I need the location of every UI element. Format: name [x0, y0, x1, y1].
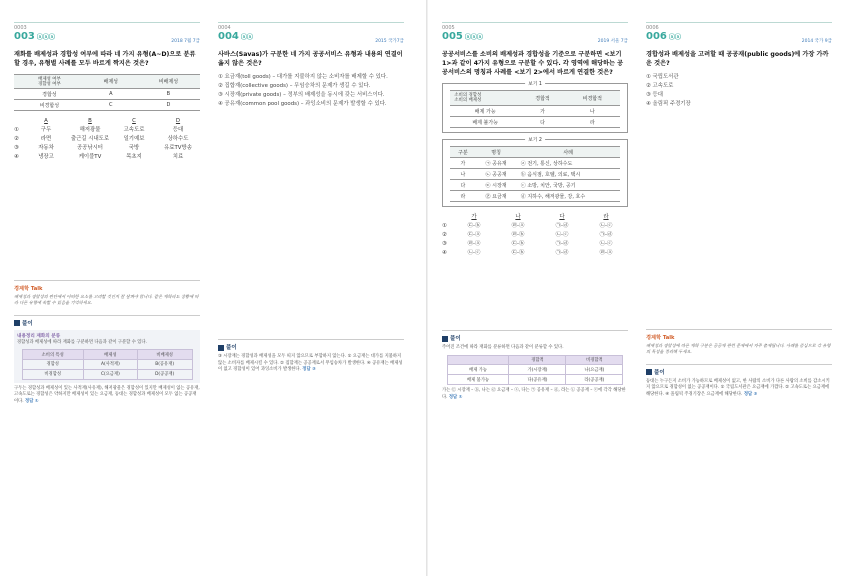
answer-label: 정답 ③ — [302, 367, 316, 373]
question-text: 재화를 배제성과 경합성 여부에 따라 네 가지 유형(A~D)으로 분류할 경우, 유형별 사례를 모두 바르게 짝지은 것은? — [14, 51, 196, 67]
question-code: 0005 — [442, 25, 455, 31]
answer-label: 정답 ③ — [743, 391, 758, 397]
answer-options[interactable] — [14, 117, 200, 162]
option-2[interactable]: ② ㉢-ⓐ ㉣-ⓑ ㉡-ⓒ ㉠-ⓓ — [442, 232, 613, 238]
answer-options[interactable] — [442, 213, 628, 258]
difficulty-icon: ⓐⓐⓐ — [464, 34, 483, 41]
option-1[interactable]: ① ㉢-ⓑ ㉣-ⓐ ㉠-ⓓ ㉡-ⓒ — [442, 223, 613, 229]
example-table-1: 소비의 경합성 소비의 배제성 경합적 비경합적 배제 가능 가 나 배제 불가능 다 라 — [450, 90, 619, 128]
choice-1[interactable]: ① 국립도서관 — [646, 74, 679, 80]
talk-body: 배제성과 경합성에 따른 재화 구분은 공공재 관련 문제에서 자주 출제됩니다. 사례를 중심으로 각 유형의 특성을 정리해 두세요. — [646, 343, 831, 355]
choice-1[interactable]: ① 요금재(toll goods) – 대가를 지불하지 않는 소비자를 배제할 수 있다. — [218, 74, 388, 80]
explanation-title: 풀이 — [218, 339, 404, 351]
explanation-body: ③ 시장재는 경합성과 배제성을 모두 띠지 않으므로 부합하지 않는다. ① 요금재는 대가를 지불하지 않는 소비자를 배제시킬 수 있다. ② 집합재는 공공재로서 무임승차가 발생한다. ④ 공유재는 배제성이 없고 경합성이 있어 과잉소비가 발생한다. 정답 ③ — [218, 354, 403, 373]
choice-4[interactable]: ④ 공유재(common pool goods) – 과잉소비의 문제가 발생할 수 있다. — [218, 101, 387, 107]
talk-title: 경제학 Talk — [646, 335, 675, 341]
question-number: 003 ⓐⓐⓐ — [14, 31, 55, 42]
option-1[interactable]: ① 구두 해저광물 고속도로 등대 — [14, 127, 184, 133]
choice-3[interactable]: ③ 등대 — [646, 92, 663, 98]
explanation-title: 풀이 — [646, 364, 832, 376]
options-header: A B C D — [44, 118, 181, 124]
question-code: 0003 — [14, 25, 27, 31]
difficulty-icon: ⓐⓐ — [240, 34, 253, 41]
example-box-1: 보기 1 소비의 경합성 소비의 배제성 경합적 비경합적 배제 가능 가 나 배제 불가능 다 라 — [442, 83, 628, 133]
choice-4[interactable]: ④ 올림픽 주경기장 — [646, 101, 691, 107]
question-source: 2018 7월 7급 — [171, 39, 200, 44]
talk-body: 배제성과 경합성의 판단에서 어떠한 요소를 고려할 것인지 잘 살펴야 합니다. 같은 재화라도 상황에 따라 다른 유형에 속할 수 있음을 기억하세요. — [14, 294, 199, 306]
option-2[interactable]: ② 라면 출근길 시내도로 일기예보 상하수도 — [14, 136, 189, 142]
difficulty-icon: ⓐⓐⓐ — [36, 34, 55, 41]
question-text: 경합성과 배제성을 고려할 때 공공재(public goods)에 가장 가까운 것은? — [646, 51, 829, 67]
right-page — [428, 0, 856, 576]
summary-table: 소비의 특성 배제성 비배제성 경합성 A(사적재) B(공유재) 비경합성 C(요금재) D(공공재) — [22, 349, 193, 379]
question-source: 2015 국가7급 — [375, 39, 404, 44]
explanation-title: 풀이 — [14, 315, 200, 327]
answer-choices[interactable] — [646, 73, 832, 109]
question-number: 004 ⓐⓐ — [218, 31, 253, 42]
question-number: 005 ⓐⓐⓐ — [442, 31, 483, 42]
explanation-desc: 주어진 조건에 따라 재화를 분류하면 다음과 같이 분류할 수 있다. — [442, 345, 564, 350]
explanation-table: 경합적 비경합적 배제 가능 가(시장재) 나(요금재) 배제 불가능 다(공유재) 라(공공재) — [447, 355, 624, 385]
explanation-body: 가는 ㉢ 시장재 – ⓑ, 나는 ㉣ 요금재 – ⓐ, 다는 ㉠ 공유재 – ⓓ, 라는 ㉡ 공공재 – ⓒ에 각각 해당한다. 정답 ① — [442, 387, 626, 400]
question-source: 2019 서울 7급 — [597, 39, 628, 44]
options-header: 가 나 다 라 — [471, 214, 609, 220]
question-code: 0006 — [646, 25, 659, 31]
question-number: 006 ⓐⓐ — [646, 31, 681, 42]
question-3 — [14, 22, 200, 405]
talk-box — [14, 280, 200, 307]
option-4[interactable]: ④ 냉장고 케이블TV 목초지 치료 — [14, 154, 184, 160]
question-text: 사바스(Savas)가 구분한 네 가지 공공서비스 유형과 내용의 연결이 옳지 않은 것은? — [218, 51, 403, 67]
example-table-2: 구분 명칭 사례 가 ㉠ 공유재 ⓐ 전기, 통신, 상하수도 나 ㉡ 공공재 ⓑ 음식점, 호텔, 의료, 택시 다 ㉢ 시장재 ⓒ 소방, 치안, 국방, 공기 라 ㉣ 요금재 ⓓ 지하수, 해저광물, 강, 호수 — [450, 146, 619, 202]
classification-table: 배제성 여부 경합성 여부 배제성 비배제성 경합성 A B 비경합성 C D — [14, 74, 200, 111]
explanation-body: 구두는 경합성과 배제성이 있는 사적재(사유재), 해저광물은 경합성이 있지만 배제성이 없는 공유재, 고속도로는 경합성은 약하지만 배제성이 있는 요금재, 등대는 경합성과 배제성이 모두 없는 공공재이다. 정답 ① — [14, 385, 200, 404]
example-box-2: 보기 2 구분 명칭 사례 가 ㉠ 공유재 ⓐ 전기, 통신, 상하수도 나 ㉡ 공공재 ⓑ 음식점, 호텔, 의료, 택시 다 ㉢ 시장재 ⓒ 소방, 치안, 국방, 공기 라 ㉣ 요금재 ⓓ 지하수, 해저광물, 강, 호수 — [442, 139, 628, 207]
question-text: 공공서비스를 소비의 배제성과 경합성을 기준으로 구분하면 <보기 1>과 같이 4가지 유형으로 구분할 수 있다. 각 영역에 해당하는 공공서비스의 명칭과 사례를 <보기 2>에서 바르게 연결한 것은? — [442, 51, 624, 76]
answer-choices[interactable] — [218, 73, 404, 109]
choice-2[interactable]: ② 집합재(collective goods) – 무임승차의 문제가 생길 수 있다. — [218, 83, 371, 89]
answer-label: 정답 ① — [448, 394, 463, 400]
talk-box — [646, 329, 832, 356]
answer-label: 정답 ① — [25, 398, 39, 404]
choice-2[interactable]: ② 고속도로 — [646, 83, 674, 89]
option-3[interactable]: ③ 자동차 공공낚시터 국방 유료TV방송 — [14, 145, 192, 151]
talk-title: 경제학 Talk — [14, 286, 43, 292]
choice-3[interactable]: ③ 시장재(private goods) – 정부의 배제성을 동시에 갖는 서비스이다. — [218, 92, 385, 98]
question-source: 2014 국가 9급 — [801, 39, 832, 44]
option-4[interactable]: ④ ㉡-ⓒ ㉢-ⓑ ㉠-ⓓ ㉣-ⓐ — [442, 250, 613, 256]
question-4 — [218, 22, 404, 374]
option-3[interactable]: ③ ㉣-ⓐ ㉢-ⓑ ㉠-ⓓ ㉡-ⓒ — [442, 241, 613, 247]
explanation-title: 풀이 — [442, 330, 628, 342]
summary-box: 내용정리 재화의 분류 경합성과 배제성에 따라 재화를 구분하면 다음과 같이 구분할 수 있다. 소비의 특성 배제성 비배제성 경합성 A(사적재) B(공유재) 비경합성 C(요금재) D(공공재) — [14, 330, 200, 383]
question-6 — [646, 22, 832, 398]
explanation-body: 등대는 누구든지 소비가 가능하므로 배제성이 없고, 한 사람의 소비가 다른 사람의 소비를 감소시키지 않으므로 경합성이 없는 공공재이다. ① 국립도서관은 요금재에 가깝다. ② 고속도로는 요금재에 해당한다. ④ 올림픽 주경기장은 요금재에 해당한다. 정답 ③ — [646, 378, 830, 397]
question-5 — [442, 22, 628, 401]
difficulty-icon: ⓐⓐ — [668, 34, 681, 41]
question-code: 0004 — [218, 25, 231, 31]
